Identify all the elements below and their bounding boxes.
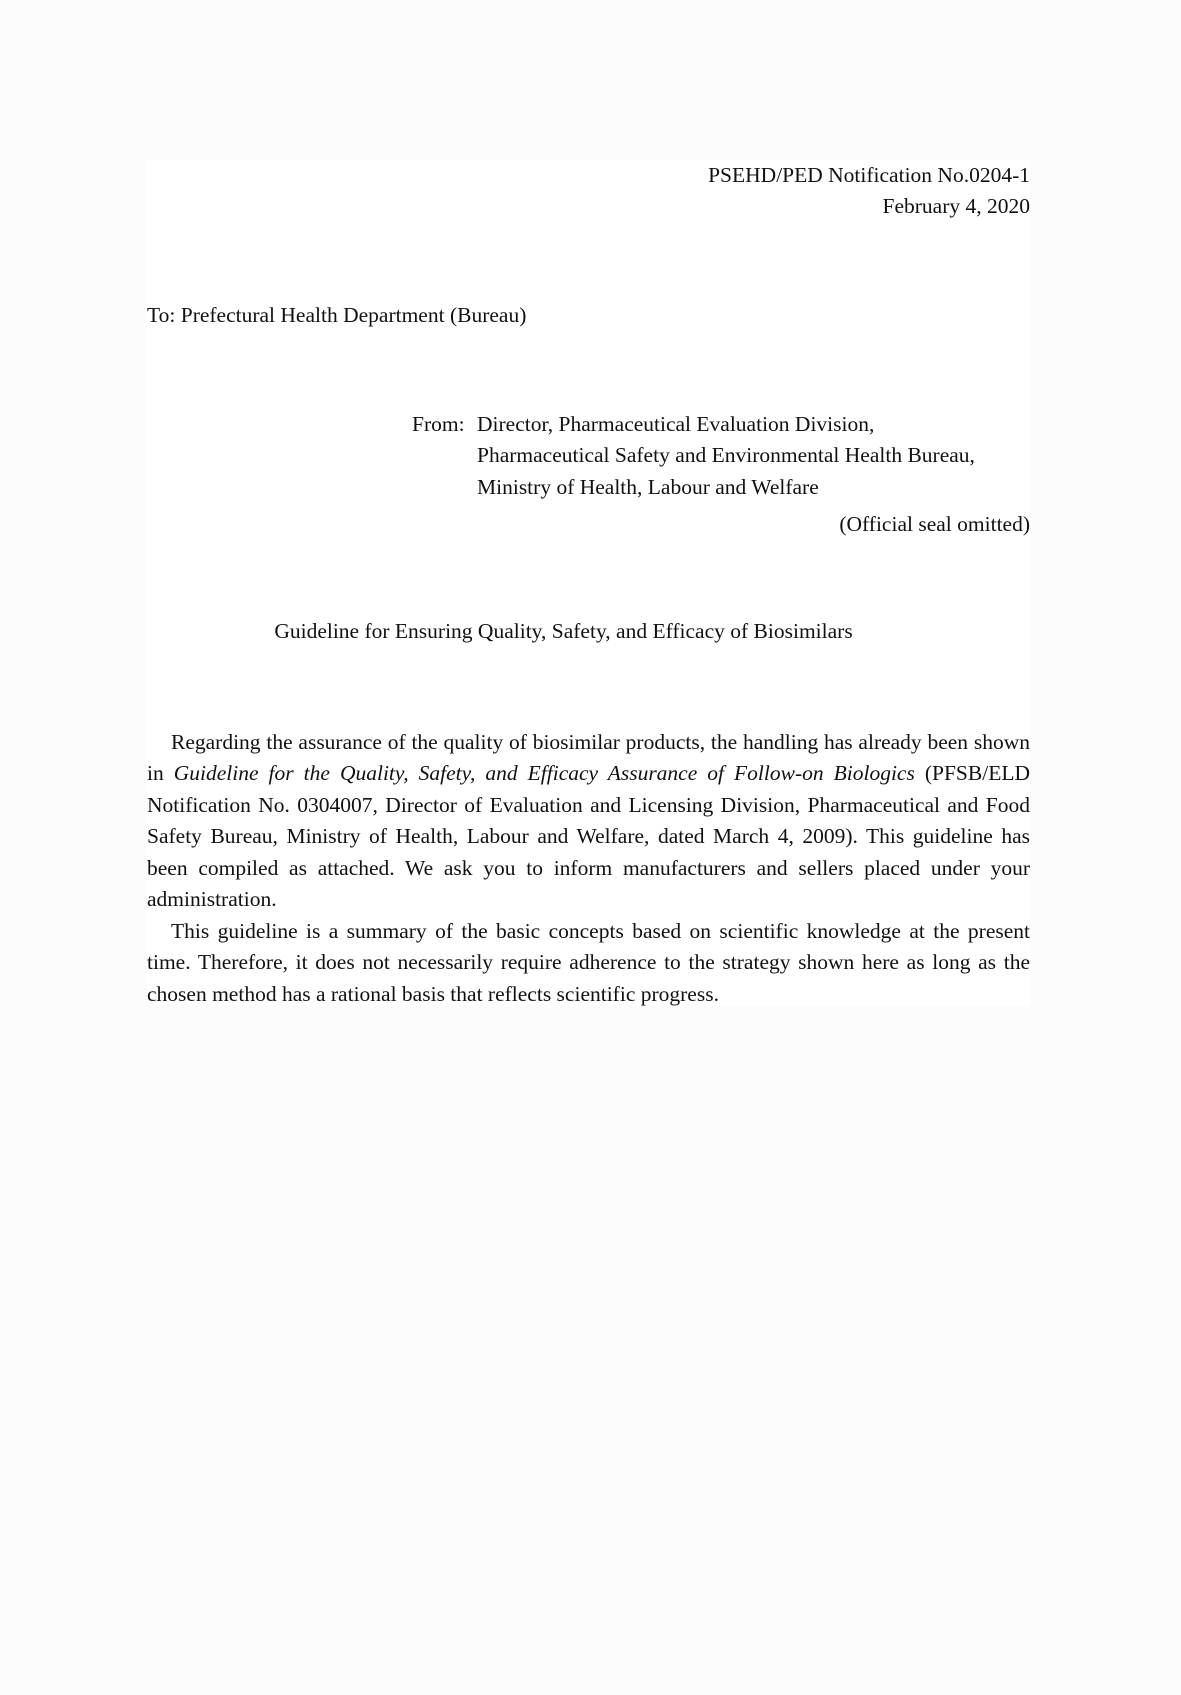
paragraph-2-text: This guideline is a summary of the basic concepts based on scientific knowledge at the present time. Therefore, it does not necessarily require adherence to the strategy shown here as long as the chosen method has a rational basis that reflects scientific progress. <box>147 919 1030 1006</box>
body-paragraph-2 <box>147 916 1030 1010</box>
sender-line-2: Pharmaceutical Safety and Environmental Health Bureau, <box>477 443 975 467</box>
notification-number: PSEHD/PED Notification No.0204-1 <box>708 163 1030 187</box>
cited-guideline-title: Guideline for the Quality, Safety, and Efficacy Assurance of Follow-on Biologics <box>173 761 915 786</box>
paragraph-1-rest: (PFSB/ELD Notification No. 0304007, Director of Evaluation and Licensing Division, Pharmaceutical and Food Safety Bureau, Ministry of Health, Labour and Welfare, dated March 4, 2009). This guideline has been compiled as attached. We ask you to inform manufacturers and sellers placed under your administration. <box>147 761 1030 912</box>
sender-line-1: Director, Pharmaceutical Evaluation Division, <box>477 412 875 436</box>
body-paragraph-1 <box>147 727 1030 915</box>
recipient-line: To: Prefectural Health Department (Bureau) <box>147 303 527 327</box>
document-page <box>147 160 1030 1006</box>
paragraph-1-intro: Regarding the assurance of the quality of biosimilar products, the handling has already been shown in <box>147 730 1030 786</box>
seal-note: (Official seal omitted) <box>839 512 1030 536</box>
document-title: Guideline for Ensuring Quality, Safety, and Efficacy of Biosimilars <box>274 619 853 643</box>
sender-line-3: Ministry of Health, Labour and Welfare <box>477 475 819 499</box>
sender-label: From: <box>412 412 465 436</box>
notification-date: February 4, 2020 <box>882 194 1030 218</box>
